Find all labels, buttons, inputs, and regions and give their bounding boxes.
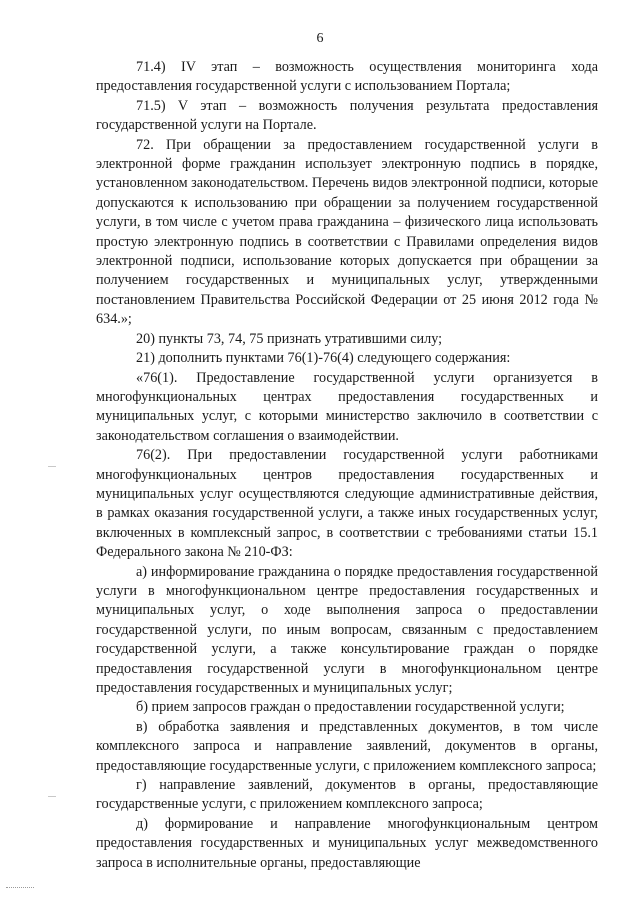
document-body — [96, 58, 598, 873]
list-item-v: в) обработка заявления и представленных документов, в том числе комплексного запроса и направление заявлений, документов в органы, предоставляющие государственные услуги, с приложением комплексного запроса; — [96, 718, 598, 774]
paragraph-item-20: 20) пункты 73, 74, 75 признать утратившими силу; — [136, 330, 443, 347]
paragraph-item-21: 21) дополнить пунктами 76(1)-76(4) следующего содержания: — [136, 350, 511, 367]
scan-tick-mark — [48, 466, 56, 467]
paragraph-71-4: 71.4) IV этап – возможность осуществления мониторинга хода предоставления государственной услуги с использованием Портала; — [96, 59, 598, 95]
scan-edge-mark — [6, 887, 34, 892]
list-item-a: а) информирование гражданина о порядке предоставления государственной услуги в многофункциональном центре предоставления государственных и муниципальных услуг, о ходе выполнения запроса о предоставлении государственной услуги, по иным вопросам, связанным с предоставлением государственной услуги, а также консультирование граждан о порядке предоставления государственной услуги в многофункциональном центре предоставления государственных и муниципальных услуг; — [96, 563, 598, 696]
scan-tick-mark — [48, 796, 56, 797]
paragraph-76-2: 76(2). При предоставлении государственной услуги работниками многофункциональных центров предоставления государственных и муниципальных услуг осуществляются следующие административные действия, в рамках оказания государственной услуги, а также иных государственных услуг, включенных в комплексный запрос, в соответствии с требованиями статьи 15.1 Федерального закона № 210-ФЗ: — [96, 447, 598, 561]
list-item-b: б) прием запросов граждан о предоставлении государственной услуги; — [136, 699, 565, 716]
list-item-d: д) формирование и направление многофункциональным центром предоставления государственных и муниципальных услуг межведомственного запроса в исполнительные органы, предоставляющие — [96, 815, 598, 871]
page-number: 6 — [316, 31, 324, 46]
paragraph-76-1: «76(1). Предоставление государственной услуги организуется в многофункциональных центрах предоставления государственных и муниципальных услуг, с которыми министерство заключило в соответствии с законодательством соглашения о взаимодействии. — [96, 369, 598, 444]
paragraph-72: 72. При обращении за предоставлением государственной услуги в электронной форме гражданин использует электронную подпись в порядке, установленном законодательством. Перечень видов электронной подписи, которые допускаются к использованию при обращении за получением государственной услуги, в том числе с учетом права гражданина – физического лица использовать простую электронную подпись в соответствии с Правилами определения видов электронной подписи, использование которых допускается при обращении за получением государственных и муниципальных услуг, утвержденными постановлением Правительства Российской Федерации от 25 июня 2012 года № 634.»; — [96, 136, 598, 328]
list-item-g: г) направление заявлений, документов в органы, предоставляющие государственные услуги, с приложением комплексного запроса; — [96, 777, 598, 813]
paragraph-71-5: 71.5) V этап – возможность получения результата предоставления государственной услуги на Портале. — [96, 97, 598, 134]
